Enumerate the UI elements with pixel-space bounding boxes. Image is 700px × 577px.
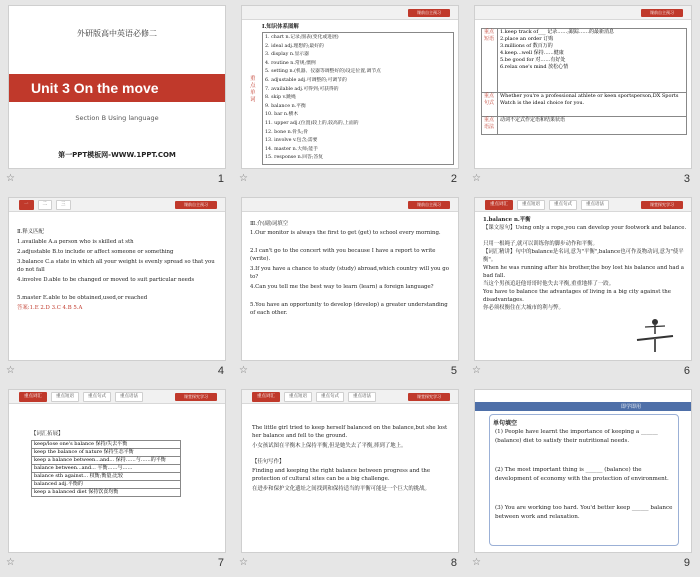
- slide-footer-9: [466, 555, 699, 573]
- slide-tabs: [19, 200, 71, 210]
- phrase-item: 4.keep...well 保持……健康: [500, 50, 564, 56]
- slide-3[interactable]: [474, 5, 692, 169]
- section-heading: 【词汇拓展】: [31, 431, 64, 437]
- header-tag: 课前自主预习: [408, 9, 450, 17]
- match-item: 5.master E.able to be obtained,used,or reached: [17, 295, 148, 301]
- slide-2[interactable]: [241, 5, 459, 169]
- word-item: 3. display n.显示器: [265, 52, 309, 58]
- word-item: 10. bar n.横木: [265, 112, 299, 118]
- explain-line: When he was running after his brother,the boy lost his balance and had a bad fall.: [483, 265, 684, 279]
- example-line: The little girl tried to keep herself balanced on the balance,but she lost her balance and fell to the ground.: [252, 425, 448, 439]
- expansion-item: balance sth against... 权衡;衡量;比较: [32, 473, 181, 481]
- slide-1[interactable]: [8, 5, 226, 169]
- slide-number: 3: [683, 173, 690, 185]
- side-label: 重点单词: [250, 76, 256, 103]
- transition-star-icon: ☆: [6, 557, 15, 568]
- word-item: 13. involve v.包含;需要: [265, 138, 318, 144]
- explain-line: 只用一根绳子,就可以训练你的脚步动作和平衡。: [483, 241, 598, 247]
- slide-number: 6: [683, 365, 690, 377]
- slide-header-bar: [475, 6, 691, 20]
- tab: 重点句式: [549, 200, 577, 210]
- row-label: 重点句式: [482, 93, 498, 117]
- match-item: 3.balance C.a state in which all your weight is evenly spread so that you do not fall: [17, 259, 215, 273]
- grammar-cell: 动词不定式作定语和结果状语: [498, 117, 687, 135]
- slide-header-bar: [9, 390, 225, 404]
- row-label: 重点短语: [482, 29, 498, 93]
- transition-star-icon: ☆: [6, 365, 15, 376]
- phrase-item: 2.place an order 订购: [500, 36, 554, 42]
- tab: 重点语法: [581, 200, 609, 210]
- transition-star-icon: ☆: [239, 365, 248, 376]
- slide-tabs: [485, 200, 609, 210]
- slide-1-top-line: 外研版高中英语必修二: [77, 29, 157, 38]
- explain-line: 【课文原句】Using only a rope,you can develop your footwork and balance.: [483, 225, 687, 231]
- word-item: 8. skip v.跳绳: [265, 95, 296, 101]
- word-item: 4. routine n.常规;惯例: [265, 60, 316, 66]
- slide-footer-2: [233, 171, 466, 189]
- word-item: 12. bone n.骨头;骨: [265, 129, 309, 135]
- slide-footer-1: [0, 171, 233, 189]
- transition-star-icon: ☆: [472, 557, 481, 568]
- word-list: [262, 32, 454, 165]
- example-line: 在进步和保护文化遗址之间找到和保持适当的平衡可能是一个巨大的挑战。: [252, 486, 430, 492]
- balance-figure-icon: [633, 314, 677, 354]
- slide-number: 8: [450, 557, 457, 569]
- slide-footer-3: [466, 171, 699, 189]
- slide-header-bar: [475, 198, 691, 212]
- fill-item: 4.Can you tell me the best way to learn (learn) a foreign language?: [250, 284, 434, 290]
- fill-item: 1.Our monitor is always the first to get (get) to school every morning.: [250, 230, 441, 236]
- tab: 重点短语: [284, 392, 312, 402]
- tab: 重点短语: [517, 200, 545, 210]
- tab: 重点短语: [51, 392, 79, 402]
- tab: 二: [38, 200, 53, 210]
- tab: 一: [19, 200, 34, 210]
- expansion-item: balanced adj.平衡的: [32, 481, 181, 489]
- transition-star-icon: ☆: [239, 173, 248, 184]
- word-item: 1. chart n.记录;图表(变化或进展): [265, 35, 339, 40]
- transition-star-icon: ☆: [472, 173, 481, 184]
- section-heading: Ⅰ.知识体系图解: [262, 24, 299, 30]
- header-tag: 课堂探究学习: [408, 393, 450, 401]
- header-tag: 课堂探究学习: [641, 201, 683, 209]
- slide-header-bar: [9, 198, 225, 212]
- slide-header-bar: [242, 390, 458, 404]
- slide-7[interactable]: [8, 389, 226, 553]
- tab: 重点语法: [348, 392, 376, 402]
- section-heading: Ⅱ.释义匹配: [17, 229, 44, 235]
- section-heading: Ⅲ.介(副)词填空: [250, 221, 289, 227]
- slide-footer-6: [466, 363, 699, 381]
- expansion-item: keep a balance between...and... 保持……与……的平衡: [32, 457, 181, 465]
- practice-item: (1) People have learnt the importance of keeping a ______ (balance) diet to satisfy their nutritional needs.: [495, 429, 658, 444]
- slide-number: 5: [450, 365, 457, 377]
- word-item: 14. master n.大师;能手: [265, 146, 319, 152]
- slide-thumbnail-9[interactable]: [466, 384, 699, 576]
- answer-line: 答案:1.E 2.D 3.C 4.B 5.A: [17, 305, 83, 311]
- word-item: 7. available adj.可得到;可获得的: [265, 86, 339, 92]
- slide-footer-8: [233, 555, 466, 573]
- match-item: 4.involve D.able to be changed or moved to suit particular needs: [17, 277, 195, 283]
- vocab-heading: 1.balance n.平衡: [483, 217, 531, 223]
- slide-header-bar: [242, 6, 458, 20]
- slide-footer-5: [233, 363, 466, 381]
- word-item: 11. upper adj.(位置)较上的,较高的,上面的: [265, 120, 359, 126]
- tab: 重点语法: [115, 392, 143, 402]
- slide-number: 7: [217, 557, 224, 569]
- expansion-item: keep the balance of nature 保持生态平衡: [32, 449, 181, 457]
- word-item: 6. adjustable adj.可调整的;可调节的: [265, 77, 347, 83]
- phrase-item: 6.relax one's mind 放松心情: [500, 64, 569, 70]
- tab: 三: [56, 200, 71, 210]
- practice-item: (3) You are working too hard. You'd better keep ______ balance between work and relaxation.: [495, 505, 673, 520]
- transition-star-icon: ☆: [6, 173, 15, 184]
- transition-star-icon: ☆: [239, 557, 248, 568]
- word-item: 9. balance n.平衡: [265, 103, 306, 109]
- slide-header-bar: [242, 198, 458, 212]
- slide-5[interactable]: [241, 197, 459, 361]
- slide-thumbnail-6[interactable]: [466, 192, 699, 384]
- slide-tabs: [19, 392, 143, 402]
- sentence-cell: Whether you're a professional athlete or keen sportsperson,DX Sports Watch is the ideal choice for you.: [498, 93, 687, 117]
- slide-footer-4: [0, 363, 233, 381]
- unit-title: Unit 3 On the move: [31, 80, 159, 96]
- slide-thumbnail-1[interactable]: [0, 0, 233, 192]
- slide-6[interactable]: [474, 197, 692, 361]
- slide-4[interactable]: [8, 197, 226, 361]
- word-item: 2. ideal adj.理想的;最好的: [265, 43, 324, 49]
- phrase-item: 5.be good for 对……有好处: [500, 57, 566, 63]
- tab: 重点词汇: [19, 392, 47, 402]
- phrases-cell: [498, 29, 687, 93]
- fill-item: 3.If you have a chance to study (study) abroad,which country will you go to?: [250, 266, 449, 280]
- tab: 重点词汇: [485, 200, 513, 210]
- expansion-item: keep a balanced diet 保持饮食均衡: [32, 489, 181, 497]
- practice-banner: [475, 402, 691, 411]
- practice-title: 单句填空: [493, 420, 518, 427]
- phrase-table: [481, 28, 687, 135]
- expansion-table: [31, 440, 181, 497]
- tab: 重点句式: [83, 392, 111, 402]
- site-watermark: 第一PPT模板网-WWW.1PPT.COM: [58, 151, 176, 159]
- slide-number: 2: [450, 173, 457, 185]
- slide-thumbnail-2[interactable]: [233, 0, 466, 192]
- row-label: 重点语法: [482, 117, 498, 135]
- slide-thumbnail-5[interactable]: [233, 192, 466, 384]
- match-item: 2.adjustable B.to include or affect someone or something: [17, 249, 174, 255]
- header-tag: 课前自主预习: [175, 201, 217, 209]
- example-line: 小女孩试图在平衡木上保持平衡,但是她失去了平衡,摔到了地上。: [252, 443, 407, 449]
- slide-number: 4: [217, 365, 224, 377]
- slide-thumbnail-3[interactable]: [466, 0, 699, 192]
- match-item: 1.available A.a person who is skilled at sth: [17, 239, 134, 245]
- phrase-item: 1.keep track of___ 记录……;跟踪……的最新消息: [500, 29, 614, 35]
- slide-8[interactable]: [241, 389, 459, 553]
- slide-tabs: [252, 392, 376, 402]
- example-line: 【佳句写作】: [252, 459, 285, 465]
- slide-thumbnail-4[interactable]: [0, 192, 233, 384]
- tab: 重点词汇: [252, 392, 280, 402]
- practice-item: (2) The most important thing is ______ (balance) the development of economy with the protection of environment.: [495, 467, 669, 482]
- phrase-item: 3.millions of 数百万的: [500, 43, 553, 49]
- slide-thumbnail-7[interactable]: [0, 384, 233, 576]
- header-tag: 课前自主预习: [408, 201, 450, 209]
- slide-thumbnail-8[interactable]: [233, 384, 466, 576]
- expansion-item: keep/lose one's balance 保持/失去平衡: [32, 441, 181, 449]
- transition-star-icon: ☆: [472, 365, 481, 376]
- section-subtitle: Section B Using language: [75, 114, 159, 122]
- explain-line: 当这个男孩追赶他哥哥时他失去平衡,重重地摔了一跤。: [483, 281, 615, 287]
- slide-9[interactable]: [474, 389, 692, 553]
- slide-footer-7: [0, 555, 233, 573]
- header-tag: 课堂探究学习: [175, 393, 217, 401]
- explain-line: You have to balance the advantages of living in a big city against the disadvantages.: [483, 289, 671, 303]
- fill-item: 5.You have an opportunity to develop (develop) a greater understanding of each other.: [250, 302, 448, 316]
- slide-1-banner: [9, 74, 225, 102]
- slide-number: 9: [683, 557, 690, 569]
- fill-item: 2.I can't go to the concert with you because I have a report to write (write).: [250, 248, 436, 262]
- slide-number: 1: [217, 173, 224, 185]
- expansion-item: balance between...and... 平衡……与……: [32, 465, 181, 473]
- tab: 重点句式: [316, 392, 344, 402]
- explain-line: 你必须权衡住在大城市的利与弊。: [483, 305, 564, 311]
- practice-label: 即学即用: [620, 404, 641, 410]
- explain-line: 【词汇精讲】句中的balance是名词,意为"平衡",balance也可作及物动词,意为"使平衡"。: [483, 249, 684, 263]
- header-tag: 课前自主预习: [641, 9, 683, 17]
- example-line: Finding and keeping the right balance between progress and the protection of cultural sites can be a big challenge.: [252, 468, 431, 482]
- word-item: 5. setting n.(机器、仪器等调整好的)设定位置,调节点: [265, 69, 381, 75]
- word-item: 15. response n.回答;答复: [265, 155, 324, 161]
